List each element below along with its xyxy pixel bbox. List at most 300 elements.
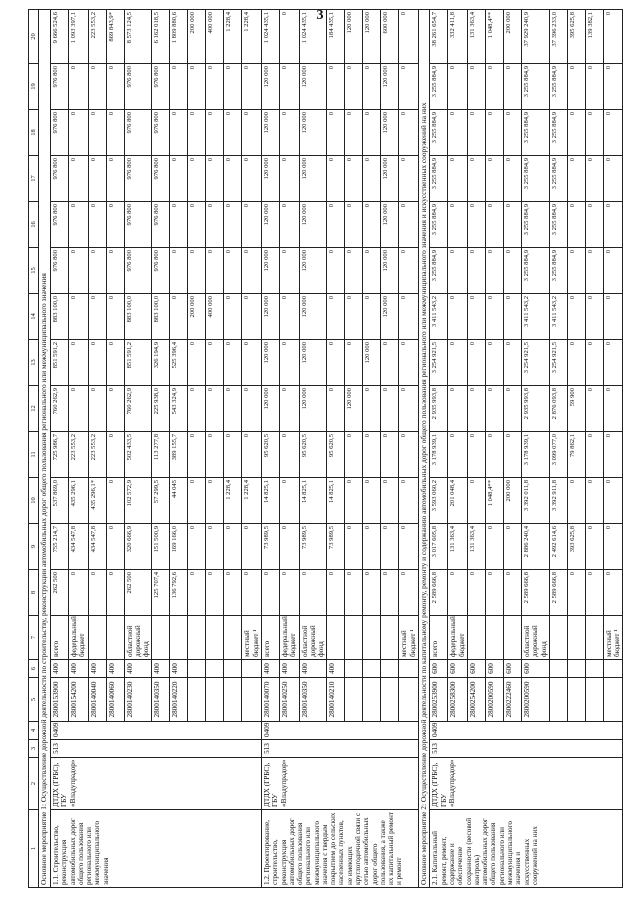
value-cell: 3 255 884,9 — [522, 156, 550, 202]
value-cell: 3 411 543,2 — [430, 294, 448, 340]
value-cell: 0 — [88, 202, 106, 248]
csr-code: 2800222460 — [504, 678, 522, 722]
value-cell: 120 000 — [299, 340, 327, 386]
value-cell: 120 000 — [261, 156, 279, 202]
value-cell: 0 — [468, 202, 486, 248]
value-cell: 0 — [448, 110, 468, 156]
column-number: 20 — [29, 10, 39, 64]
value-cell: 1 024 435,1 — [299, 10, 327, 64]
value-cell: 0 — [399, 432, 419, 478]
value-cell: 0 — [224, 248, 242, 294]
value-cell: 3 255 884,9 — [549, 202, 567, 248]
value-cell: 0 — [399, 340, 419, 386]
funding-source — [152, 616, 170, 660]
value-cell: 0 — [486, 340, 504, 386]
value-cell: 976 800 — [152, 202, 170, 248]
vr-code: 400 — [170, 660, 188, 678]
value-cell: 0 — [567, 294, 585, 340]
value-cell: 225 938,0 — [152, 386, 170, 432]
value-cell: 395 625,8 — [567, 10, 585, 64]
column-number: 15 — [29, 248, 39, 294]
activity-1-2-name: 1.2. Проектирование, строительство, реконструкция автомобильных дорог общего пользования регионального или межмуниципального значения с твердым покрытием до сельских населенных пунктов, не имеющих круглогодичной связи с сетью автомобильных дорог общего пользования, а также их капитальный ремонт и ремонт — [261, 810, 418, 888]
value-cell: 0 — [585, 202, 603, 248]
value-cell: 0 — [68, 294, 88, 340]
value-cell: 0 — [567, 202, 585, 248]
value-cell: 120 000 — [261, 110, 279, 156]
value-cell: 0 — [585, 524, 603, 570]
value-cell: 0 — [468, 156, 486, 202]
value-cell: 120 000 — [363, 10, 381, 64]
vr-code — [188, 660, 206, 678]
value-cell: 0 — [345, 248, 363, 294]
value-cell: 0 — [242, 156, 262, 202]
value-cell: 3 392 911,8 — [549, 478, 567, 524]
value-cell: 502 433,5 — [124, 432, 152, 478]
value-cell: 0 — [206, 156, 224, 202]
value-cell: 883 100,0 — [50, 294, 68, 340]
value-cell: 0 — [603, 10, 623, 64]
funding-source: местный бюджет ¹ — [399, 616, 419, 660]
value-cell: 0 — [504, 294, 522, 340]
value-cell: 0 — [585, 570, 603, 616]
value-cell: 0 — [399, 10, 419, 64]
value-cell: 0 — [188, 248, 206, 294]
csr-code: 2800258300 — [448, 678, 468, 722]
value-cell: 0 — [585, 64, 603, 110]
vr-code — [206, 660, 224, 678]
value-cell: 79 862,1 — [567, 432, 585, 478]
value-cell: 0 — [345, 570, 363, 616]
column-number: 12 — [29, 386, 39, 432]
value-cell: 976 800 — [50, 202, 68, 248]
value-cell: 3 255 884,9 — [430, 156, 448, 202]
value-cell: 0 — [106, 524, 124, 570]
value-cell: 0 — [399, 294, 419, 340]
csr-code: 2800140250 — [279, 678, 299, 722]
value-cell: 0 — [327, 294, 345, 340]
vr-code — [345, 660, 363, 678]
page-number: 3 — [316, 8, 324, 23]
value-cell: 0 — [567, 64, 585, 110]
value-cell: 0 — [381, 386, 399, 432]
value-cell: 0 — [345, 478, 363, 524]
table-row — [430, 10, 448, 888]
value-cell: 0 — [363, 386, 381, 432]
vr-code: 400 — [152, 660, 170, 678]
value-cell: 200 000 — [504, 478, 522, 524]
value-cell: 0 — [468, 110, 486, 156]
vr-code: 400 — [261, 660, 279, 678]
section-2-row — [418, 10, 430, 888]
value-cell: 0 — [242, 202, 262, 248]
value-cell: 0 — [106, 156, 124, 202]
value-cell: 73 989,5 — [261, 524, 279, 570]
funding-source — [486, 616, 504, 660]
funding-source — [549, 616, 567, 660]
funding-source: областной дорожный фонд — [124, 616, 152, 660]
vr-code — [567, 660, 585, 678]
value-cell: 0 — [224, 386, 242, 432]
value-cell: 0 — [88, 570, 106, 616]
column-number: 14 — [29, 294, 39, 340]
funding-source — [345, 616, 363, 660]
value-cell: 1 093 397,1 — [68, 10, 88, 64]
value-cell: 0 — [585, 340, 603, 386]
value-cell: 0 — [327, 248, 345, 294]
value-cell: 0 — [468, 432, 486, 478]
value-cell: 37 396 233,0 — [549, 10, 567, 64]
vr-code: 600 — [522, 660, 550, 678]
value-cell: 0 — [68, 64, 88, 110]
value-cell: 0 — [242, 110, 262, 156]
value-cell: 0 — [381, 524, 399, 570]
value-cell: 0 — [603, 202, 623, 248]
column-number: 6 — [29, 660, 39, 678]
value-cell: 0 — [188, 156, 206, 202]
value-cell: 0 — [468, 64, 486, 110]
value-cell: 120 000 — [381, 202, 399, 248]
value-cell: 151 500,9 — [152, 524, 170, 570]
value-cell: 8 573 124,5 — [124, 10, 152, 64]
value-cell: 0 — [448, 294, 468, 340]
value-cell: 0 — [468, 386, 486, 432]
vr-code: 400 — [124, 660, 152, 678]
value-cell: 73 989,5 — [327, 524, 345, 570]
value-cell: 0 — [399, 570, 419, 616]
funding-source: всего — [261, 616, 279, 660]
funding-source — [106, 616, 124, 660]
value-cell: 0 — [381, 570, 399, 616]
value-cell: 0 — [567, 110, 585, 156]
value-cell: 0 — [486, 524, 504, 570]
value-cell: 326 194,9 — [152, 340, 170, 386]
value-cell: 400 000 — [206, 294, 224, 340]
value-cell: 0 — [468, 478, 486, 524]
value-cell: 976 800 — [152, 110, 170, 156]
value-cell: 223 553,2 — [88, 432, 106, 478]
funding-source — [504, 616, 522, 660]
value-cell: 0 — [206, 570, 224, 616]
value-cell: 976 800 — [152, 64, 170, 110]
value-cell: 0 — [224, 156, 242, 202]
column-number: 4 — [29, 722, 39, 740]
vr-code: 400 — [50, 660, 68, 678]
value-cell: 976 800 — [50, 156, 68, 202]
csr-code — [549, 678, 567, 722]
value-cell: 976 800 — [50, 248, 68, 294]
value-cell: 0 — [279, 294, 299, 340]
value-cell: 976 800 — [124, 156, 152, 202]
value-cell: 0 — [399, 156, 419, 202]
value-cell: 0 — [88, 110, 106, 156]
value-cell: 3 254 921,5 — [522, 340, 550, 386]
value-cell: 400 000 — [206, 10, 224, 64]
value-cell: 3 255 884,9 — [549, 110, 567, 156]
value-cell: 0 — [279, 156, 299, 202]
value-cell: 38 261 654,7 — [430, 10, 448, 64]
funding-source — [88, 616, 106, 660]
value-cell: 755 214,7 — [50, 524, 68, 570]
rz-code: 0409 — [261, 722, 418, 740]
value-cell: 0 — [188, 340, 206, 386]
vr-code: 400 — [88, 660, 106, 678]
value-cell: 0 — [188, 570, 206, 616]
value-cell: 44 045 — [170, 478, 188, 524]
value-cell: 3 255 884,9 — [522, 110, 550, 156]
value-cell: 14 825,1 — [261, 478, 279, 524]
value-cell: 125 707,4 — [152, 570, 170, 616]
csr-code — [224, 678, 242, 722]
value-cell: 169 166,0 — [170, 524, 188, 570]
value-cell: 0 — [603, 386, 623, 432]
value-cell: 0 — [486, 294, 504, 340]
value-cell: 0 — [242, 524, 262, 570]
value-cell: 0 — [170, 248, 188, 294]
vr-code — [381, 660, 399, 678]
value-cell: 0 — [242, 64, 262, 110]
value-cell: 0 — [486, 156, 504, 202]
value-cell: 434 547,8 — [88, 524, 106, 570]
value-cell: 0 — [327, 386, 345, 432]
value-cell: 0 — [188, 524, 206, 570]
value-cell: 2 935 993,8 — [430, 386, 448, 432]
value-cell: 869 843,9* — [106, 10, 124, 64]
value-cell: 0 — [486, 64, 504, 110]
value-cell: 120 000 — [363, 340, 381, 386]
value-cell: 139 382,1 — [585, 10, 603, 64]
value-cell: 0 — [68, 386, 88, 432]
value-cell: 0 — [399, 478, 419, 524]
activity-2-1-responsible: ДТДХ (ГРБС), ГБУ «Владупрадор» — [430, 758, 623, 810]
value-cell: 3 411 543,2 — [522, 294, 550, 340]
funding-source — [206, 616, 224, 660]
column-number: 9 — [29, 524, 39, 570]
value-cell: 0 — [279, 64, 299, 110]
value-cell: 0 — [567, 478, 585, 524]
column-number: 19 — [29, 64, 39, 110]
activity-1-1-name: 1.1. Строительство, реконструкция автомобильных дорог общего пользования регионального или межмуниципального значения — [50, 810, 261, 888]
rotated-page — [28, 12, 622, 888]
value-cell: 0 — [224, 294, 242, 340]
rz-code: 0409 — [430, 722, 623, 740]
csr-code — [188, 678, 206, 722]
value-cell: 1 228,4 — [224, 10, 242, 64]
value-cell: 223 553,2 — [88, 10, 106, 64]
value-cell: 0 — [206, 386, 224, 432]
value-cell: 883 100,0 — [152, 294, 170, 340]
value-cell: 0 — [363, 110, 381, 156]
csr-code: 2800254200 — [468, 678, 486, 722]
value-cell: 0 — [585, 294, 603, 340]
value-cell: 0 — [242, 294, 262, 340]
grbs-code: 513 — [261, 740, 418, 758]
value-cell: 120 000 — [299, 294, 327, 340]
value-cell: 537 869,0 — [50, 478, 68, 524]
value-cell: 0 — [170, 110, 188, 156]
value-cell: 120 000 — [261, 386, 279, 432]
value-cell: 0 — [363, 156, 381, 202]
value-cell: 0 — [206, 340, 224, 386]
value-cell: 120 000 — [381, 156, 399, 202]
funding-source: местный бюджет ¹ — [603, 616, 623, 660]
value-cell: 0 — [88, 386, 106, 432]
value-cell: 883 100,0 — [124, 294, 152, 340]
value-cell: 3 255 884,9 — [522, 202, 550, 248]
value-cell: 0 — [170, 294, 188, 340]
value-cell: 0 — [399, 110, 419, 156]
value-cell: 393 625,8 — [567, 524, 585, 570]
value-cell: 0 — [585, 478, 603, 524]
value-cell: 2 886 240,4 — [522, 524, 550, 570]
value-cell: 851 591,2 — [124, 340, 152, 386]
value-cell: 851 591,2 — [50, 340, 68, 386]
value-cell: 0 — [327, 64, 345, 110]
value-cell: 0 — [327, 202, 345, 248]
value-cell: 0 — [327, 340, 345, 386]
value-cell: 120 000 — [345, 386, 363, 432]
column-number: 18 — [29, 110, 39, 156]
value-cell: 0 — [345, 294, 363, 340]
value-cell: 120 000 — [381, 248, 399, 294]
funding-source: федеральный бюджет — [68, 616, 88, 660]
value-cell: 6 162 018,5 — [152, 10, 170, 64]
value-cell: 976 800 — [124, 110, 152, 156]
value-cell: 0 — [224, 202, 242, 248]
csr-code: 2800140350 — [299, 678, 327, 722]
value-cell: 0 — [345, 156, 363, 202]
value-cell: 725 986,7 — [50, 432, 68, 478]
csr-code — [206, 678, 224, 722]
table-row — [50, 10, 68, 888]
value-cell: 102 572,9 — [124, 478, 152, 524]
value-cell: 0 — [603, 64, 623, 110]
value-cell: 0 — [88, 294, 106, 340]
funding-source — [567, 616, 585, 660]
csr-code — [399, 678, 419, 722]
funding-source — [363, 616, 381, 660]
value-cell: 976 800 — [124, 202, 152, 248]
value-cell: 3 593 060,2 — [430, 478, 448, 524]
value-cell: 0 — [448, 432, 468, 478]
value-cell: 760 262,9 — [50, 386, 68, 432]
value-cell: 113 277,8 — [152, 432, 170, 478]
value-cell: 0 — [585, 248, 603, 294]
value-cell: 0 — [381, 340, 399, 386]
value-cell: 3 255 884,9 — [549, 156, 567, 202]
value-cell: 0 — [486, 432, 504, 478]
vr-code — [363, 660, 381, 678]
value-cell: 0 — [504, 524, 522, 570]
value-cell: 3 255 884,9 — [549, 64, 567, 110]
value-cell: 976 800 — [50, 64, 68, 110]
value-cell: 0 — [399, 64, 419, 110]
rz-code: 0409 — [50, 722, 261, 740]
value-cell: 120 000 — [261, 294, 279, 340]
value-cell: 320 666,9 — [124, 524, 152, 570]
value-cell: 976 800 — [124, 248, 152, 294]
value-cell: 0 — [242, 386, 262, 432]
column-number: 11 — [29, 432, 39, 478]
value-cell: 0 — [106, 340, 124, 386]
csr-code: 2800140230 — [124, 678, 152, 722]
value-cell: 0 — [206, 524, 224, 570]
value-cell: 525 396,4 — [170, 340, 188, 386]
value-cell: 95 620,5 — [327, 432, 345, 478]
value-cell: 0 — [468, 294, 486, 340]
value-cell: 0 — [106, 202, 124, 248]
funding-source: федеральный бюджет — [279, 616, 299, 660]
value-cell: 0 — [327, 570, 345, 616]
value-cell: 543 324,9 — [170, 386, 188, 432]
value-cell: 0 — [242, 570, 262, 616]
column-number: 16 — [29, 202, 39, 248]
value-cell: 760 262,9 — [124, 386, 152, 432]
value-cell: 0 — [242, 432, 262, 478]
value-cell: 0 — [224, 524, 242, 570]
value-cell: 0 — [68, 110, 88, 156]
value-cell: 1 228,4 — [224, 478, 242, 524]
csr-code — [381, 678, 399, 722]
value-cell: 3 255 884,9 — [430, 202, 448, 248]
value-cell: 120 000 — [299, 248, 327, 294]
value-cell: 59 900 — [567, 386, 585, 432]
value-cell: 57 299,5 — [152, 478, 170, 524]
value-cell: 3 178 939,1 — [430, 432, 448, 478]
vr-code — [549, 660, 567, 678]
value-cell: 0 — [504, 340, 522, 386]
value-cell: 95 620,5 — [299, 432, 327, 478]
value-cell: 0 — [242, 248, 262, 294]
value-cell: 976 800 — [152, 248, 170, 294]
csr-code: 2800140350 — [152, 678, 170, 722]
funding-source — [170, 616, 188, 660]
value-cell: 0 — [603, 340, 623, 386]
value-cell: 0 — [224, 432, 242, 478]
value-cell: 0 — [468, 248, 486, 294]
vr-code: 400 — [106, 660, 124, 678]
value-cell: 2 589 666,8 — [430, 570, 448, 616]
value-cell: 0 — [106, 386, 124, 432]
value-cell: 120 000 — [299, 110, 327, 156]
value-cell: 0 — [206, 64, 224, 110]
value-cell: 0 — [68, 340, 88, 386]
value-cell: 0 — [486, 248, 504, 294]
csr-code: 2800200590 — [486, 678, 504, 722]
value-cell: 120 000 — [345, 10, 363, 64]
value-cell: 0 — [504, 202, 522, 248]
grbs-code: 513 — [50, 740, 261, 758]
value-cell: 0 — [363, 202, 381, 248]
column-number: 2 — [29, 758, 39, 810]
csr-code: 2800140060 — [106, 678, 124, 722]
funding-source: всего — [430, 616, 448, 660]
funding-source: всего — [50, 616, 68, 660]
value-cell: 0 — [279, 524, 299, 570]
value-cell: 120 000 — [261, 248, 279, 294]
value-cell: 0 — [381, 478, 399, 524]
funding-source — [468, 616, 486, 660]
csr-code: 2800154200 — [68, 678, 88, 722]
vr-code — [585, 660, 603, 678]
value-cell: 14 825,1 — [299, 478, 327, 524]
value-cell: 0 — [327, 156, 345, 202]
csr-code — [585, 678, 603, 722]
value-cell: 1 048,4** — [486, 478, 504, 524]
activity-2-1-name: 2.1. Капитальный ремонт, ремонт, содержание и обеспечение сохранности (весовой контроль) автомобильных дорог общего пользования регионального или межмуниципального значения и искусственных сооружений на них — [430, 810, 623, 888]
csr-code — [363, 678, 381, 722]
column-number: 7 — [29, 616, 39, 660]
vr-code: 600 — [486, 660, 504, 678]
